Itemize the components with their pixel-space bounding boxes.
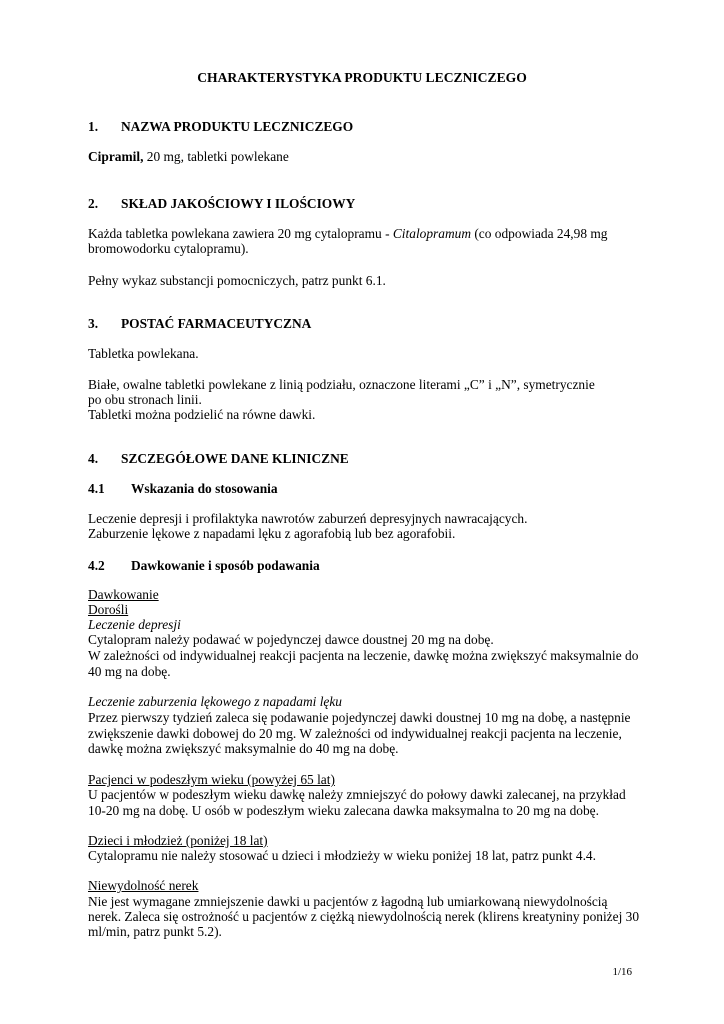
elderly-heading: Pacjenci w podeszłym wieku (powyżej 65 lat) <box>88 772 335 787</box>
composition-line-2: bromowodorku cytalopramu). <box>88 241 249 256</box>
section-1-number: 1. <box>88 119 99 134</box>
product-name-line <box>88 149 289 165</box>
tablet-description-2: po obu stronach linii. <box>88 392 202 407</box>
panic-disorder-heading: Leczenie zaburzenia lękowego z napadami lęku <box>88 694 343 709</box>
page-number: 1/16 <box>612 966 632 978</box>
elderly-line-2: 10-20 mg na dobę. U osób w podeszłym wieku zalecana dawka maksymalna to 20 mg na dobę. <box>88 803 599 818</box>
panic-line-2: zwiększenie dawki dobowej do 20 mg. W zależności od indywidualnej reakcji pacjenta na leczenie, <box>88 726 622 741</box>
composition-text: Każda tabletka powlekana zawiera 20 mg cytalopramu - <box>88 226 393 241</box>
elderly-line-1: U pacjentów w podeszłym wieku dawkę należy zmniejszyć do połowy dawki zalecanej, na przykład <box>88 787 626 802</box>
section-4-number: 4. <box>88 451 99 466</box>
panic-line-1: Przez pierwszy tydzień zaleca się podawanie pojedynczej dawki doustnej 10 mg na dobę, a następnie <box>88 710 631 725</box>
product-name: Cipramil, <box>88 149 144 164</box>
indication-2: Zaburzenie lękowe z napadami lęku z agorafobią lub bez agorafobii. <box>88 526 456 541</box>
renal-line-1: Nie jest wymagane zmniejszenie dawki u pacjentów z łagodną lub umiarkowaną niewydolnością <box>88 894 608 909</box>
panic-line-3: dawkę można zwiększyć maksymalnie do 40 mg na dobę. <box>88 741 399 756</box>
subsection-4-1-number: 4.1 <box>88 481 105 496</box>
renal-line-3: ml/min, patrz punkt 5.2). <box>88 924 222 939</box>
renal-line-2: nerek. Zaleca się ostrożność u pacjentów z ciężką niewydolnością nerek (klirens kreatyniny poniżej 30 <box>88 909 640 924</box>
depression-line-1: Cytalopram należy podawać w pojedynczej dawce doustnej 20 mg na dobę. <box>88 632 494 647</box>
renal-impairment-heading: Niewydolność nerek <box>88 878 199 893</box>
section-3-heading: POSTAĆ FARMACEUTYCZNA <box>121 316 312 331</box>
adults-heading: Dorośli <box>88 602 129 617</box>
document-title: CHARAKTERYSTYKA PRODUKTU LECZNICZEGO <box>197 70 527 85</box>
product-strength-form: 20 mg, tabletki powlekane <box>143 149 289 164</box>
section-2-heading: SKŁAD JAKOŚCIOWY I ILOŚCIOWY <box>121 196 356 211</box>
indication-1: Leczenie depresji i profilaktyka nawrotów zaburzeń depresyjnych nawracających. <box>88 511 528 526</box>
section-2-number: 2. <box>88 196 99 211</box>
depression-line-2: W zależności od indywidualnej reakcji pacjenta na leczenie, dawkę można zwiększyć maksymalnie do <box>88 648 639 663</box>
excipients-reference: Pełny wykaz substancji pomocniczych, patrz punkt 6.1. <box>88 273 386 288</box>
depression-line-3: 40 mg na dobę. <box>88 664 171 679</box>
subsection-4-2-heading: Dawkowanie i sposób podawania <box>131 558 320 573</box>
dosing-heading: Dawkowanie <box>88 587 159 602</box>
section-1-heading: NAZWA PRODUKTU LECZNICZEGO <box>121 119 354 134</box>
composition-equivalent: (co odpowiada 24,98 mg <box>471 226 608 241</box>
substance-latin-name: Citalopramum <box>392 226 471 241</box>
depression-heading: Leczenie depresji <box>88 617 181 632</box>
children-heading: Dzieci i młodzież (poniżej 18 lat) <box>88 833 268 848</box>
section-3-number: 3. <box>88 316 99 331</box>
subsection-4-1-heading: Wskazania do stosowania <box>131 481 278 496</box>
section-4-heading: SZCZEGÓŁOWE DANE KLINICZNE <box>121 451 349 466</box>
tablet-description-3: Tabletki można podzielić na równe dawki. <box>88 407 316 422</box>
pharmaceutical-form: Tabletka powlekana. <box>88 346 199 361</box>
tablet-description-1: Białe, owalne tabletki powlekane z linią podziału, oznaczone literami „C” i „N”, symetrycznie <box>88 377 595 392</box>
composition-line-1 <box>88 226 607 242</box>
children-line-1: Cytalopramu nie należy stosować u dzieci i młodzieży w wieku poniżej 18 lat, patrz punkt 4.4. <box>88 848 596 863</box>
subsection-4-2-number: 4.2 <box>88 558 105 573</box>
